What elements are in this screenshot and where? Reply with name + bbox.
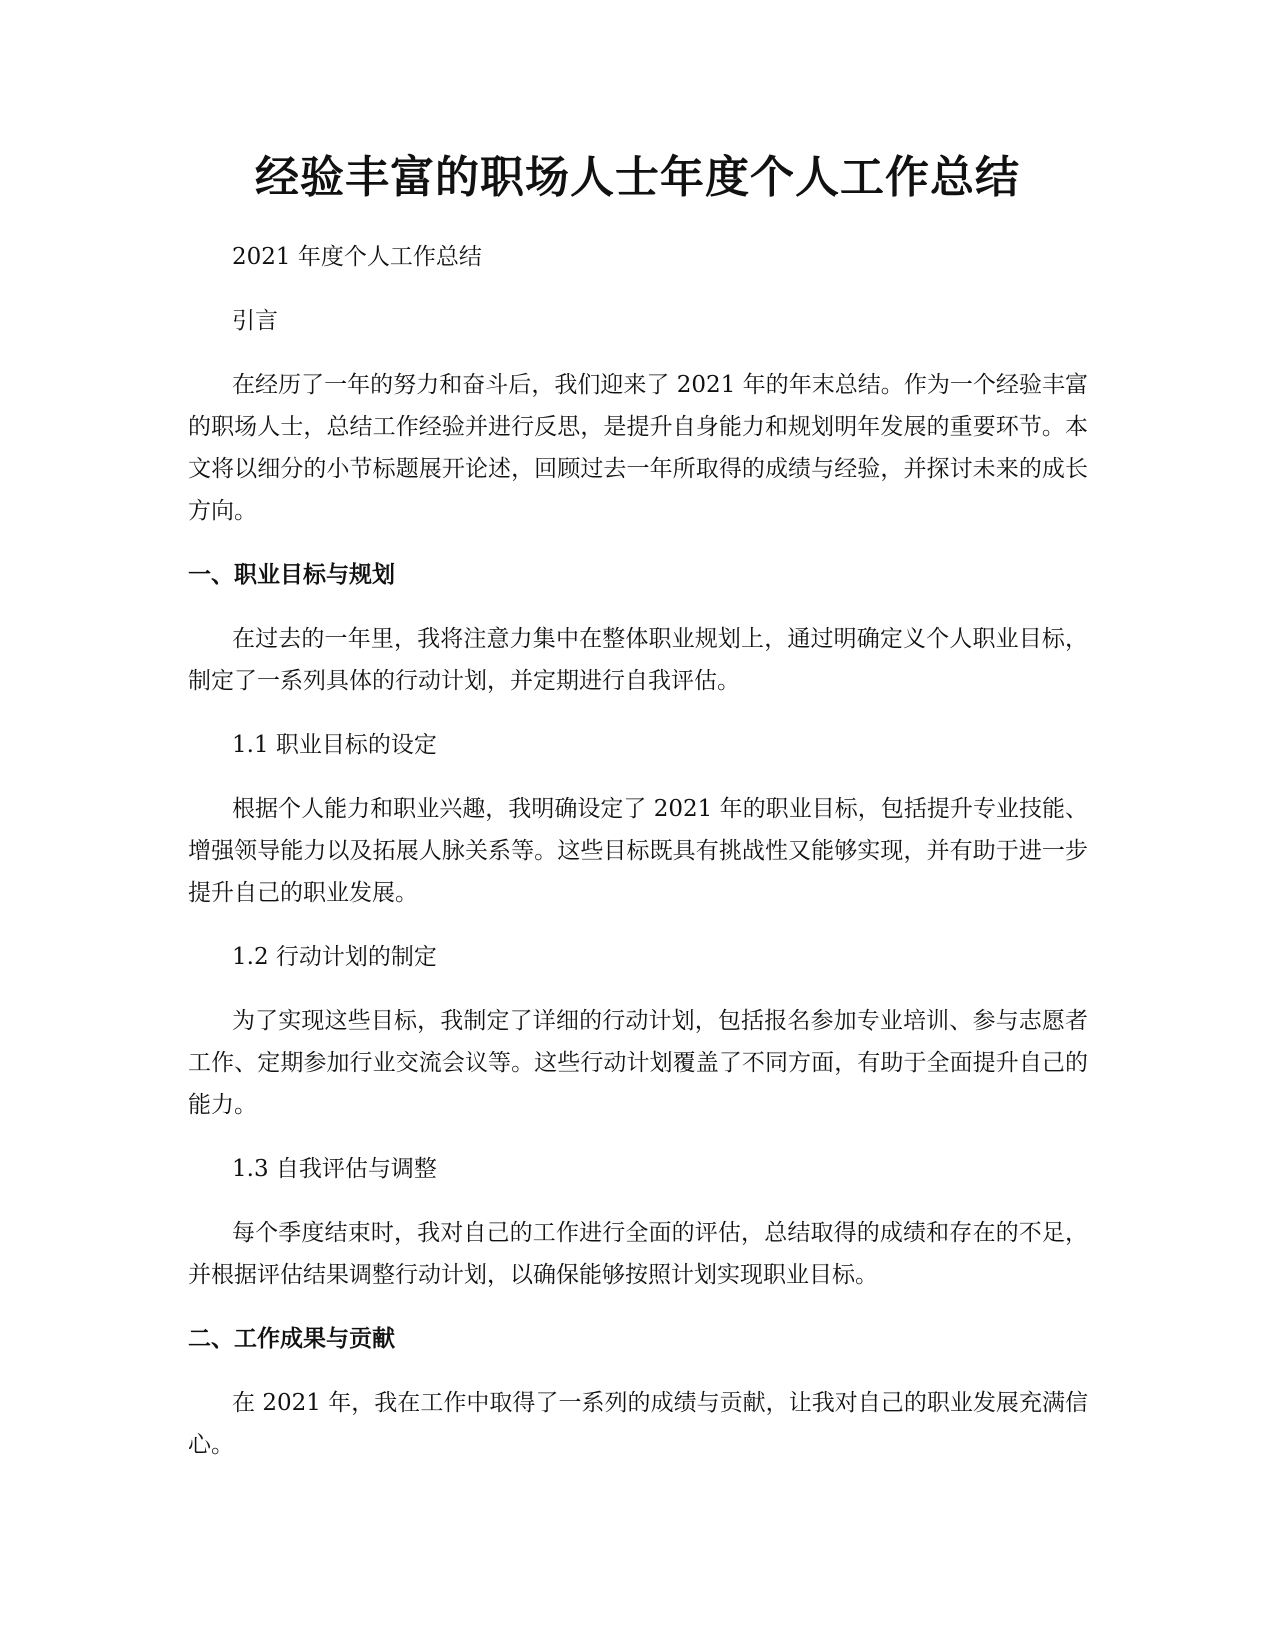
paragraph-1-1: 根据个人能力和职业兴趣，我明确设定了 2021 年的职业目标，包括提升专业技能、增强领导能力以及拓展人脉关系等。这些目标既具有挑战性又能够实现，并有助于进一步提升自己的职业发展。 — [188, 796, 1088, 906]
section-heading-achievements: 二、工作成果与贡献 — [188, 1326, 395, 1352]
subheading-1-3: 1.3 自我评估与调整 — [232, 1156, 437, 1182]
subheading-1-2: 1.2 行动计划的制定 — [232, 944, 437, 970]
section-heading-career-goals: 一、职业目标与规划 — [188, 562, 395, 588]
document-title: 经验丰富的职场人士年度个人工作总结 — [255, 152, 1020, 203]
heading-introduction: 引言 — [232, 308, 278, 334]
subtitle-year-summary: 2021 年度个人工作总结 — [232, 244, 482, 270]
paragraph-introduction: 在经历了一年的努力和奋斗后，我们迎来了 2021 年的年末总结。作为一个经验丰富的职场人士，总结工作经验并进行反思，是提升自身能力和规划明年发展的重要环节。本文将以细分的小节标题展开论述，回顾过去一年所取得的成绩与经验，并探讨未来的成长方向。 — [188, 372, 1088, 524]
paragraph-1-2: 为了实现这些目标，我制定了详细的行动计划，包括报名参加专业培训、参与志愿者工作、定期参加行业交流会议等。这些行动计划覆盖了不同方面，有助于全面提升自己的能力。 — [188, 1008, 1088, 1118]
paragraph-achievements: 在 2021 年，我在工作中取得了一系列的成绩与贡献，让我对自己的职业发展充满信心。 — [188, 1390, 1088, 1458]
paragraph-career-goals: 在过去的一年里，我将注意力集中在整体职业规划上，通过明确定义个人职业目标，制定了一系列具体的行动计划，并定期进行自我评估。 — [188, 626, 1088, 694]
paragraph-1-3: 每个季度结束时，我对自己的工作进行全面的评估，总结取得的成绩和存在的不足，并根据评估结果调整行动计划，以确保能够按照计划实现职业目标。 — [188, 1220, 1088, 1288]
document-body — [188, 236, 1088, 1488]
subheading-1-1: 1.1 职业目标的设定 — [232, 732, 437, 758]
